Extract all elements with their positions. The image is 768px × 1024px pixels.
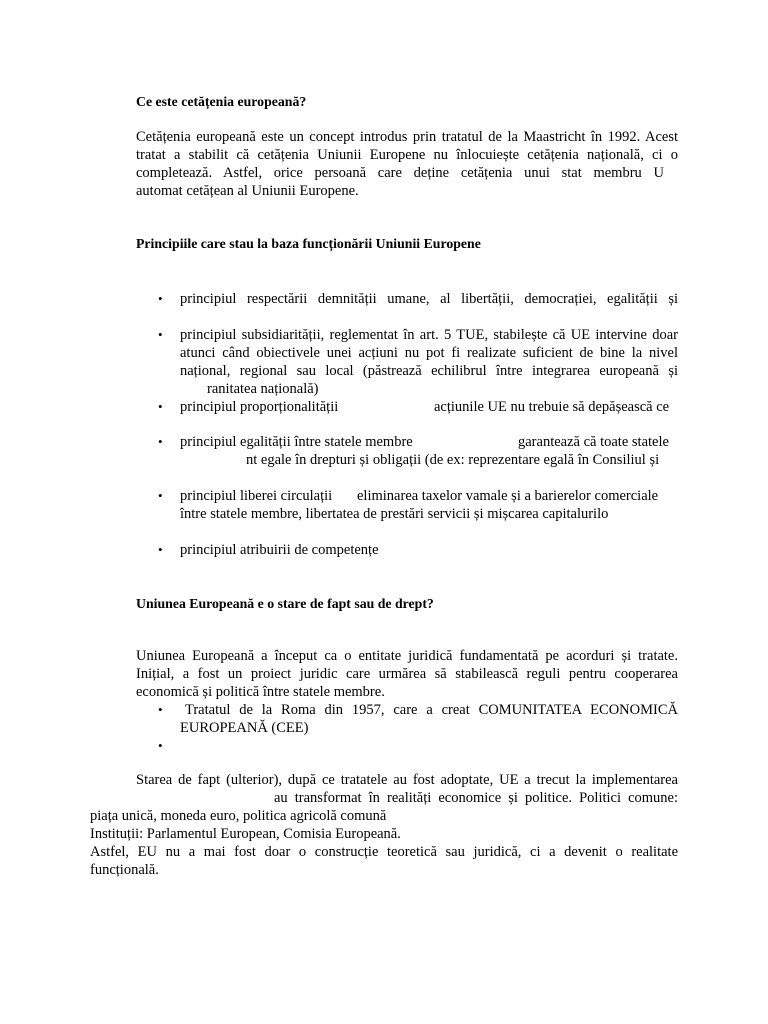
principle-libera-circulatie-desc-2: între statele membre, libertatea de prestări servicii și mișcarea capitalurilo bbox=[180, 506, 609, 522]
bullet: • bbox=[158, 434, 163, 449]
bullet: • bbox=[158, 291, 163, 306]
principle-subsidiaritate-line-3: național, regional sau local (păstrează echilibrul între integrarea europeană și bbox=[180, 363, 678, 379]
bullet: • bbox=[158, 702, 163, 717]
para3-line-1: Starea de fapt (ulterior), după ce tratatele au fost adoptate, UE a trecut la implementarea bbox=[136, 772, 678, 788]
principle-libera-circulatie: principiul liberei circulații bbox=[180, 488, 333, 504]
heading-stare-fapt-drept: Uniunea Europeană e o stare de fapt sau de drept? bbox=[136, 596, 434, 611]
para1-line-4: automat cetățean al Uniunii Europene. bbox=[136, 183, 359, 199]
para3-line-3: piața unică, moneda euro, politica agricolă comună bbox=[90, 808, 387, 824]
principle-subsidiaritate-line-2: atunci când obiectivele unei acțiuni nu pot fi realizate suficient de bine la nivel bbox=[180, 345, 678, 361]
para3-line-6: funcțională. bbox=[90, 862, 159, 878]
para3-line-2: au transformat în realități economice și politice. Politici comune: bbox=[274, 790, 678, 806]
para2-line-1: Uniunea Europeană a început ca o entitate juridică fundamentată pe acorduri și tratate. bbox=[136, 648, 678, 664]
principle-subsidiaritate-line-1: principiul subsidiarității, reglementat în art. 5 TUE, stabilește că UE intervine doar bbox=[180, 327, 678, 343]
bullet: • bbox=[158, 399, 163, 414]
bullet: • bbox=[158, 327, 163, 342]
principle-subsidiaritate-line-4: ranitatea națională) bbox=[207, 381, 319, 397]
heading-principiile: Principiile care stau la baza funcționării Uniunii Europene bbox=[136, 236, 481, 251]
principle-egalitate-state: principiul egalității între statele membre bbox=[180, 434, 413, 450]
treaty-line-2: EUROPEANĂ (CEE) bbox=[180, 720, 309, 736]
principle-egalitate-desc-1: garantează că toate statele bbox=[518, 434, 669, 450]
para1-line-1: Cetățenia europeană este un concept introdus prin tratatul de la Maastricht în 1992. Acest bbox=[136, 129, 678, 145]
principle-libera-circulatie-desc-1: eliminarea taxelor vamale și a barierelor comerciale bbox=[357, 488, 659, 504]
para1-line-3: completează. Astfel, orice persoană care deține cetățenia unui stat membru U bbox=[136, 165, 664, 181]
principle-demnitate: principiul respectării demnității umane, al libertății, democrației, egalității și bbox=[180, 291, 678, 307]
principle-proportionalitate: principiul proporționalității bbox=[180, 399, 339, 415]
bullet: • bbox=[158, 488, 163, 503]
principle-proportionalitate-desc: acțiunile UE nu trebuie să depășească ce bbox=[434, 399, 670, 415]
para2-line-2: Inițial, a fost un proiect juridic care urmărea să stabilească reguli pentru cooperarea bbox=[136, 666, 678, 682]
treaty-line-1: Tratatul de la Roma din 1957, care a creat COMUNITATEA ECONOMICĂ bbox=[185, 702, 678, 718]
para3-line-5: Astfel, EU nu a mai fost doar o construcție teoretică sau juridică, ci a devenit o realitate bbox=[90, 844, 678, 860]
para3-line-4: Instituții: Parlamentul European, Comisia Europeană. bbox=[90, 826, 401, 842]
principle-egalitate-desc-2: nt egale în drepturi și obligații (de ex: reprezentare egală în Consiliul și bbox=[246, 452, 660, 468]
principle-atribuire-competente: principiul atribuirii de competențe bbox=[180, 542, 379, 558]
para1-line-2: tratat a stabilit că cetățenia Uniunii Europene nu înlocuiește cetățenia națională, ci o bbox=[136, 147, 678, 163]
heading-ce-este-cetatenia: Ce este cetățenia europeană? bbox=[136, 94, 307, 109]
bullet: • bbox=[158, 542, 163, 557]
empty-bullet: • bbox=[158, 738, 163, 753]
para2-line-3: economică și politică între statele membre. bbox=[136, 684, 385, 700]
